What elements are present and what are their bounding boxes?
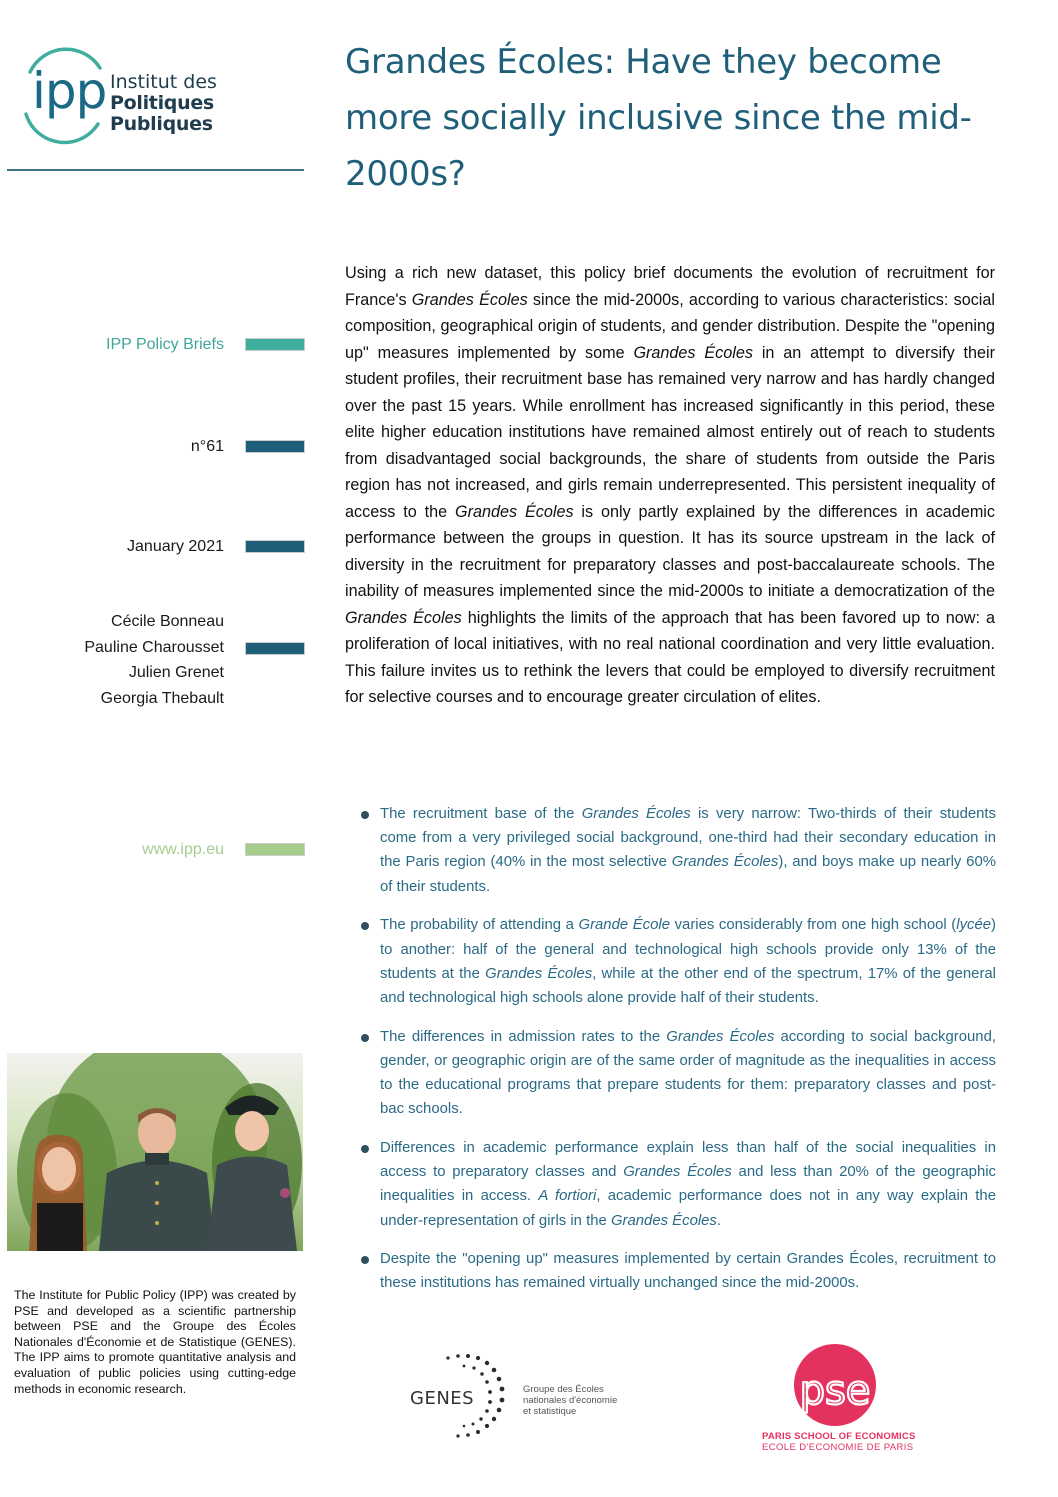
meta-number-row: [0, 435, 307, 459]
bullet-dot-icon: [361, 1034, 369, 1042]
pse-logo: [760, 1340, 920, 1455]
series-label: IPP Policy Briefs: [106, 336, 224, 353]
publication-date: January 2021: [127, 538, 224, 555]
ipp-logo-name-line2: Politiques Publiques: [110, 92, 214, 135]
key-finding-item: Despite the "opening up" measures implemented by certain Grandes Écoles, recruitment to these institutions has remained virtually unchanged since the mid-2000s.: [360, 1247, 996, 1295]
author-name: Georgia Thebault: [100, 689, 224, 707]
bullet-dot-icon: [361, 811, 369, 819]
ipp-description: The Institute for Public Policy (IPP) was created by PSE and developed as a scientific partnership between PSE and the Groupe des Écoles Nationales d'Économie et de Statistique (GENES). The IPP aims to promote quantitative analysis and evaluation of public policies using cutting-edge methods in economic research.: [14, 1288, 296, 1396]
svg-text:pse: pse: [799, 1368, 871, 1414]
key-finding-item: The probability of attending a Grande École varies considerably from one high school (lycée) to another: half of the general and technological high schools provide only 13% of the students at the Grandes Écoles, while at the other end of the spectrum, 17% of the general and technological high schools alone provide half of their students.: [360, 913, 996, 1010]
author-name: Cécile Bonneau: [111, 613, 224, 630]
author-list: [84, 609, 224, 711]
meta-series-row: [0, 333, 307, 357]
pse-name-french: ECOLE D'ECONOMIE DE PARIS: [762, 1442, 914, 1453]
author-name: Pauline Charousset: [84, 638, 224, 656]
date-color-bar: [245, 540, 305, 553]
key-findings-list: [360, 802, 996, 1310]
bullet-dot-icon: [361, 1145, 369, 1153]
ipp-logo-name-line1: Institut des: [110, 71, 217, 93]
genes-subtitle: Groupe des Écoles nationales d'économie et statistique: [523, 1384, 618, 1417]
meta-date-row: [0, 535, 307, 559]
abstract-paragraph: Using a rich new dataset, this policy brief documents the evolution of recruitment for France's Grandes Écoles since the mid-2000s, according to various characteristics: social composition, geographical origin of students, and gender distribution. Despite the "opening up" measures implemented by some Grandes Écoles in an attempt to diversify their student profiles, their recruitment base has remained very narrow and has hardly changed over the past 15 years. While enrollment has increased significantly in this period, these elite higher education institutions have remained almost entirely out of reach to students from disadvantaged social backgrounds, the share of students from outside the Paris region has not increased, and girls remain underrepresented. This persistent inequality of access to the Grandes Écoles is only partly explained by the differences in academic performance between the groups in question. It has its source upstream in the lack of diversity in the recruitment for preparatory classes and post-baccalaureate schools. The inability of measures implemented since the mid-2000s to initiate a democratization of the Grandes Écoles highlights the limits of the approach that has been favored up to now: a proliferation of local initiatives, with no real national coordination and very little evaluation. This failure invites us to rethink the levers that could be employed to diversify recruitment for selective courses and to encourage greater circulation of elites.: [345, 264, 996, 706]
key-finding-item: The differences in admission rates to the Grandes Écoles according to social background, gender, or geographic origin are of the same order of magnitude as the inequalities in access to the educational programs that prepare students for them: preparatory classes and post-bac schools.: [360, 1025, 996, 1122]
bullet-dot-icon: [361, 922, 369, 930]
left-divider: [7, 169, 304, 171]
students-photo-illustration: [7, 1053, 303, 1251]
pse-name-english: PARIS SCHOOL OF ECONOMICS: [762, 1431, 916, 1442]
authors-color-bar: [245, 642, 305, 655]
genes-logo: [408, 1350, 618, 1445]
genes-wordmark: GENES: [410, 1388, 475, 1409]
key-finding-item: The recruitment base of the Grandes Écoles is very narrow: Two-thirds of their students come from a very privileged social background, one-third had their secondary education in the Paris region (40% in the most selective Grandes Écoles), and boys make up nearly 60% of their students.: [360, 802, 996, 899]
pse-logo-letters: [794, 1344, 876, 1426]
ipp-logo-mark: ipp: [32, 62, 107, 120]
students-photo: [7, 1053, 303, 1251]
brief-number: n°61: [190, 438, 224, 455]
website-color-bar: [245, 843, 305, 856]
ipp-logo: [22, 42, 312, 152]
number-color-bar: [245, 440, 305, 453]
website-link[interactable]: www.ipp.eu: [142, 841, 224, 858]
series-color-bar: [245, 338, 305, 351]
key-finding-item: Differences in academic performance explain less than half of the social inequalities in access to preparatory classes and Grandes Écoles and less than 20% of the geographic inequalities in access. A fortiori, academic performance does not in any way explain the under-representation of girls in the Grandes Écoles.: [360, 1136, 996, 1233]
ipp-logo-name: [110, 72, 312, 135]
page-title: Grandes Écoles: Have they become more socially inclusive since the mid-2000s?: [345, 42, 972, 194]
author-name: Julien Grenet: [128, 664, 224, 681]
bullet-dot-icon: [361, 1256, 369, 1264]
meta-website-row: [0, 838, 307, 862]
